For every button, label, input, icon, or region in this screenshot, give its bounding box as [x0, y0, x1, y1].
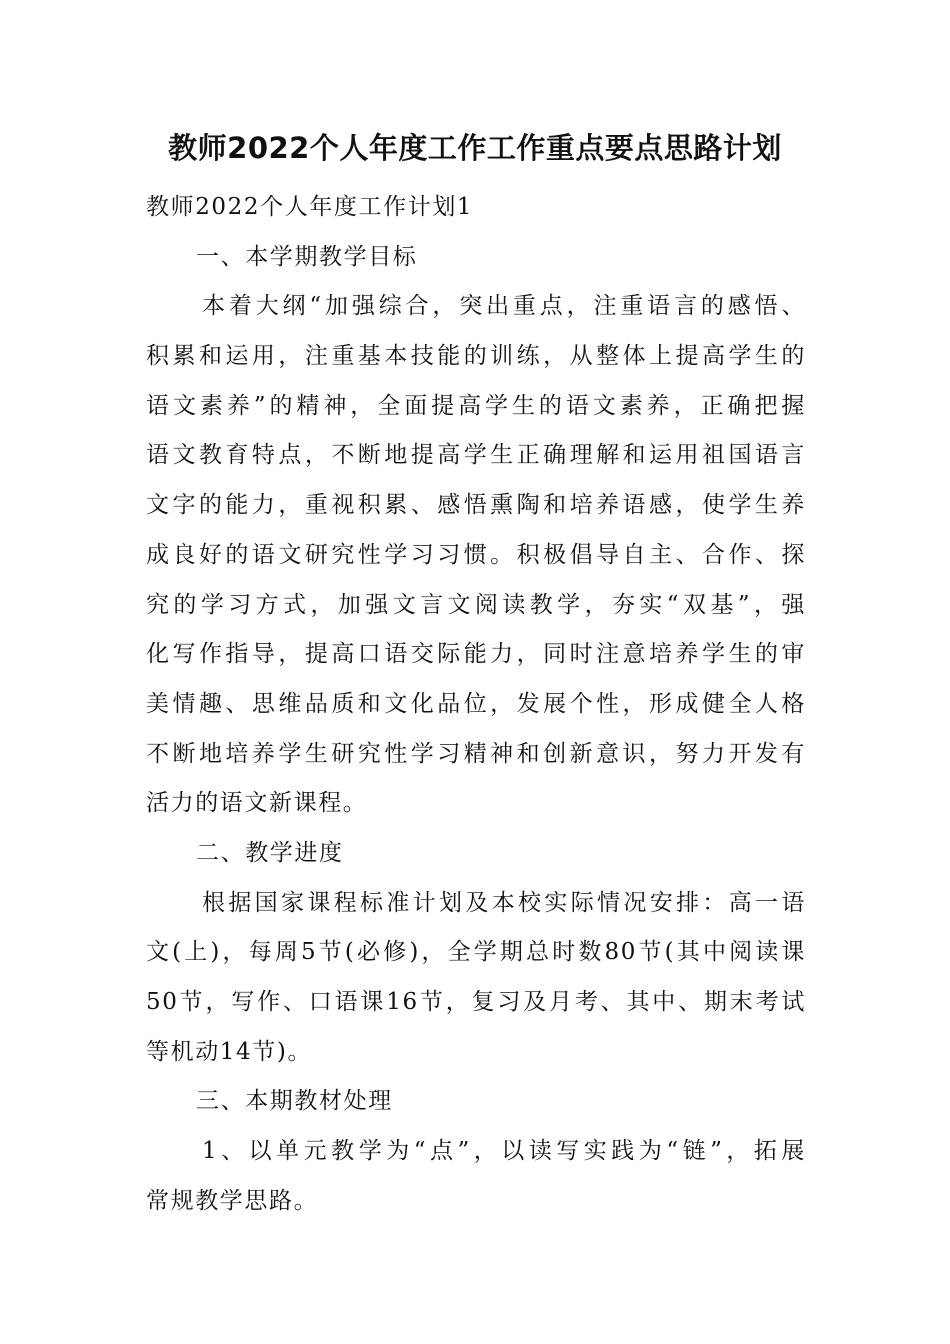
paragraph-line: 文字的能力，重视积累、感悟熏陶和培养语感，使学生养 — [146, 492, 806, 519]
section-heading-textbook-handling: 三、本期教材处理 — [196, 1088, 393, 1115]
paragraph-line: 1、以单元教学为“点”，以读写实践为“链”，拓展 — [202, 1138, 806, 1165]
paragraph-line: 语文教育特点，不断地提高学生正确理解和运用祖国语言 — [146, 442, 806, 469]
paragraph-line: 根据国家课程标准计划及本校实际情况安排：高一语 — [202, 889, 806, 916]
paragraph-line: 本着大纲“加强综合，突出重点，注重语言的感悟、 — [202, 293, 806, 320]
paragraph-line: 美情趣、思维品质和文化品位，发展个性，形成健全人格 — [146, 690, 806, 717]
paragraph-line: 50节，写作、口语课16节，复习及月考、其中、期末考试 — [146, 989, 806, 1015]
paragraph-line: 化写作指导，提高口语交际能力，同时注意培养学生的审 — [146, 641, 806, 668]
paragraph-teaching-progress — [146, 879, 806, 1078]
document-body — [146, 183, 806, 1226]
paragraph-line: 究的学习方式，加强文言文阅读教学，夯实“双基”，强 — [146, 591, 806, 618]
paragraph-line: 不断地培养学生研究性学习精神和创新意识，努力开发有 — [146, 740, 806, 767]
section-heading-teaching-goals: 一、本学期教学目标 — [196, 243, 418, 270]
document-title: 教师2022个人年度工作工作重点要点思路计划 — [168, 131, 782, 165]
paragraph-line: 成良好的语文研究性学习习惯。积极倡导自主、合作、探 — [146, 541, 806, 568]
paragraph-teaching-goals — [146, 282, 806, 829]
paragraph-line: 积累和运用，注重基本技能的训练，从整体上提高学生的 — [146, 343, 806, 370]
document-subtitle: 教师2022个人年度工作计划1 — [146, 194, 474, 220]
paragraph-line: 文(上)，每周5节(必修)，全学期总时数80节(其中阅读课 — [146, 939, 806, 966]
section-heading-teaching-progress: 二、教学进度 — [196, 839, 344, 866]
paragraph-line: 常规教学思路。 — [146, 1187, 319, 1214]
paragraph-line: 等机动14节)。 — [146, 1038, 313, 1065]
paragraph-line: 活力的语文新课程。 — [146, 790, 368, 817]
paragraph-line: 语文素养”的精神，全面提高学生的语文素养，正确把握 — [146, 392, 806, 419]
paragraph-textbook-handling — [146, 1127, 806, 1226]
